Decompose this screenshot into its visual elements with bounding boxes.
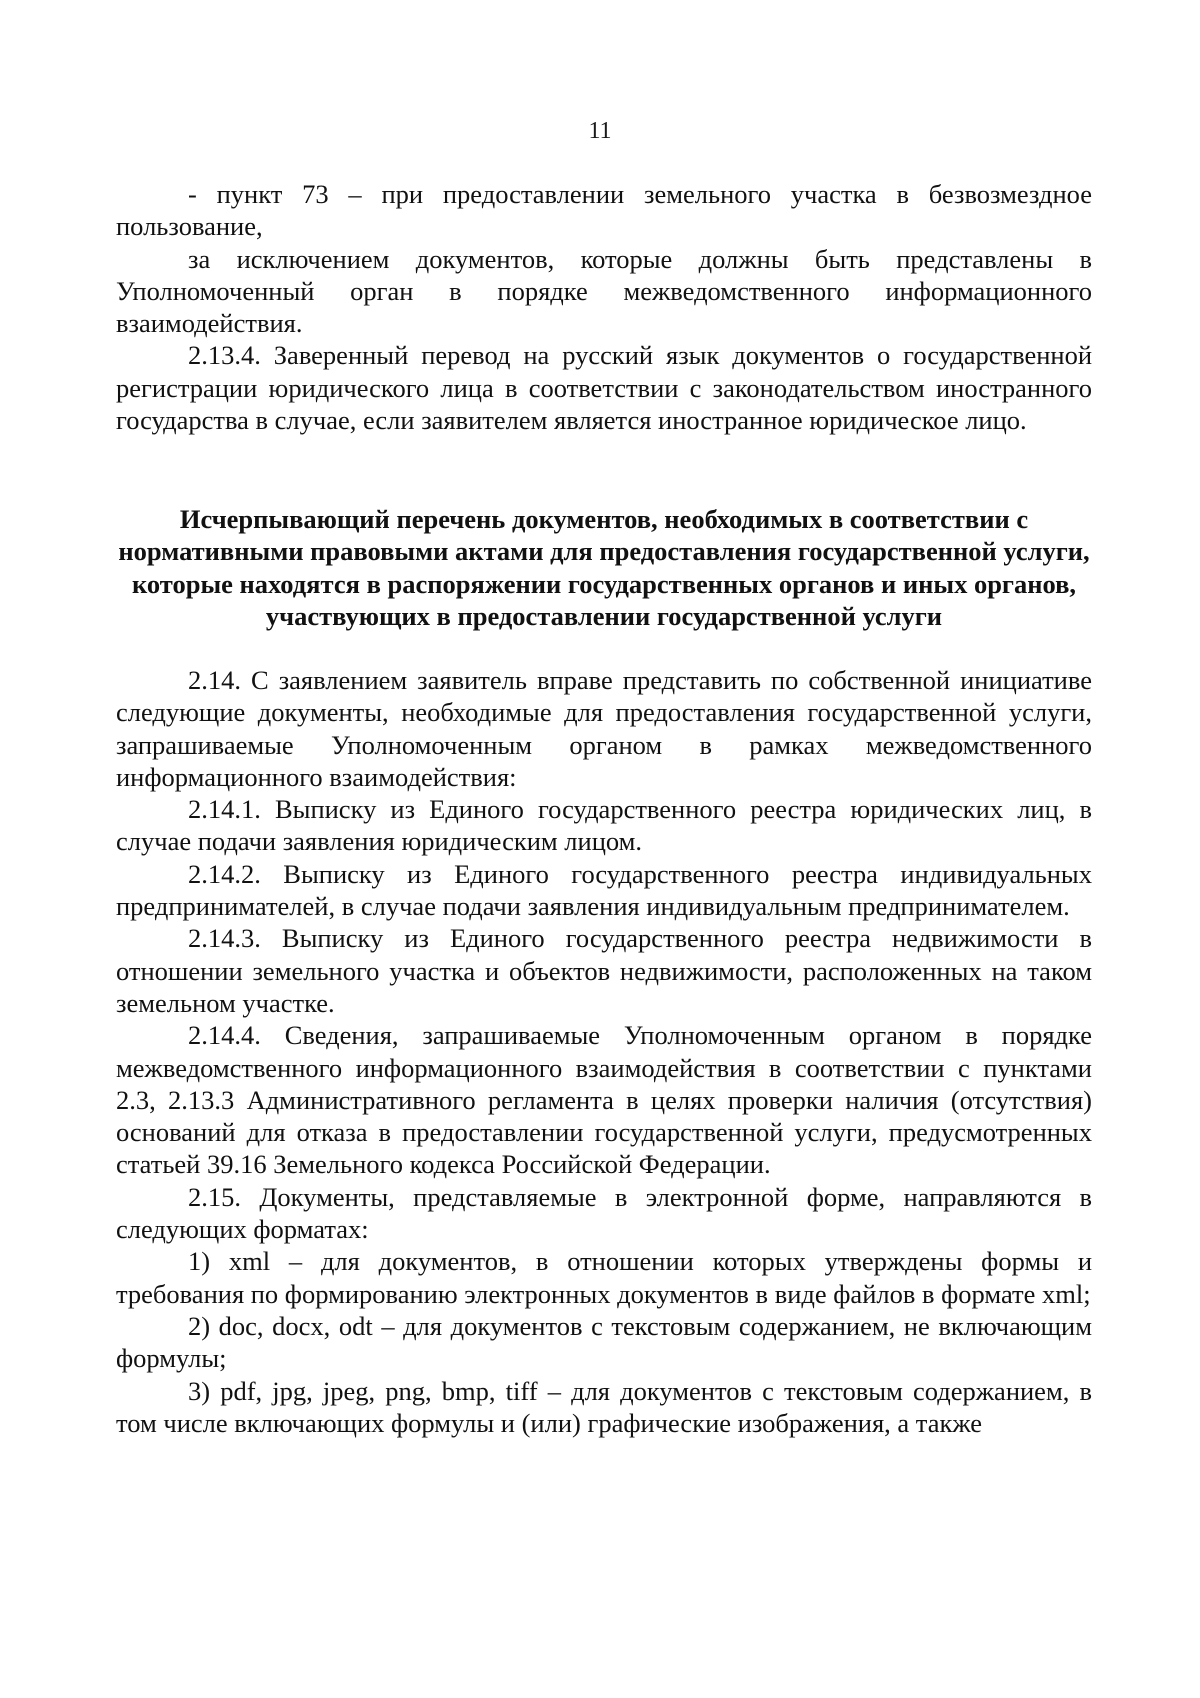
paragraph-2-14-4: 2.14.4. Сведения, запрашиваемые Уполномоченным органом в порядке межведомственного информационного взаимодействия в соответствии с пунктами 2.3, 2.13.3 Административного регламента в целях проверки наличия (отсутствия) оснований для отказа в предоставлении государственной услуги, предусмотренных статьей 39.16 Земельного кодекса Российской Федерации. [116,1020,1092,1180]
paragraph-2-13-4: 2.13.4. Заверенный перевод на русский язык документов о государственной регистрации юридического лица в соответствии с законодательством иностранного государства в случае, если заявителем является иностранное юридическое лицо. [116,340,1092,436]
list-item-doc: 2) doc, docx, odt – для документов с текстовым содержанием, не включающим формулы; [116,1310,1092,1374]
paragraph-2-14-3: 2.14.3. Выписку из Единого государственного реестра недвижимости в отношении земельного участка и объектов недвижимости, расположенных на таком земельном участке. [116,923,1092,1018]
list-item-pdf: 3) pdf, jpg, jpeg, png, bmp, tiff – для документов с текстовым содержанием, в том числе включающих формулы и (или) графические изображения, а также [116,1375,1092,1438]
paragraph-2-14: 2.14. С заявлением заявитель вправе представить по собственной инициативе следующие документы, необходимые для предоставления государственной услуги, запрашиваемые Уполномоченным органом в рамках межведомственного информационного взаимодействия: [116,665,1092,792]
paragraph-exception: за исключением документов, которые должны быть представлены в Уполномоченный орган в порядке межведомственного информационного взаимодействия. [116,243,1092,339]
paragraph-2-14-1: 2.14.1. Выписку из Единого государственного реестра юридических лиц, в случае подачи заявления юридическим лицом. [116,794,1092,857]
paragraph-2-15: 2.15. Документы, представляемые в электронной форме, направляются в следующих форматах: [116,1181,1092,1245]
paragraph-2-14-2: 2.14.2. Выписку из Единого государственного реестра индивидуальных предпринимателей, в случае подачи заявления индивидуальным предпринимателем. [116,858,1092,922]
section-heading: Исчерпывающий перечень документов, необходимых в соответствии с нормативными правовыми актами для предоставления государственной услуги, которые находятся в распоряжении государственных органов и иных органов, участвующих в предоставлении государственной услуги [118,504,1090,631]
paragraph-group-top [116,178,1092,436]
page-number: 11 [588,118,612,144]
paragraph-group-bottom [116,664,1092,1439]
paragraph-item-73: - пункт 73 – при предоставлении земельного участка в безвозмездное пользование, [116,179,1092,242]
list-item-xml: 1) xml – для документов, в отношении которых утверждены формы и требования по формированию электронных документов в виде файлов в формате xml; [116,1246,1092,1309]
